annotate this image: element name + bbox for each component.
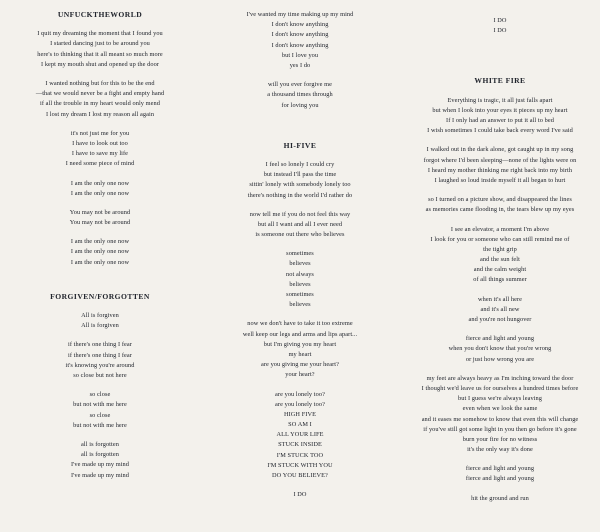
lyric-line: You may not be around [69,208,131,216]
lyric-line: not always [286,270,314,278]
lyric-line: I don't know anything [271,21,329,29]
lyric-line: believes [289,260,311,268]
lyric-line: fierce and light and young [465,335,535,343]
lyric-line: the tight grip [483,245,517,253]
lyric-line: as memories came flooding in, the tears blew up my eyes [425,206,575,214]
stanza [406,374,594,456]
lyric-line: I'M STUCK TOO [276,451,324,459]
song-continuation-forgiven-forgotten [206,10,394,111]
lyric-line: You may not be around [69,219,131,227]
stanza [206,210,394,241]
lyric-line: but instead I'll pass the time [263,171,337,179]
stanza [206,490,394,500]
lyric-line: STUCK INSIDE [278,441,322,449]
lyric-line: I DO [493,17,507,24]
song-title: UNFUCKTHEWORLD [57,10,143,19]
lyric-line: so close [89,391,111,399]
lyric-line: I lost my dream I lost my reason all again [45,110,155,118]
column-right [400,10,600,518]
lyric-line: I have to save my life [71,150,129,158]
lyric-line: but not with me here [73,401,127,409]
stanza [8,79,192,120]
lyric-line: when it's all here [477,295,522,303]
stanza [206,10,394,71]
lyric-line: yes I do [289,61,311,69]
lyric-line: I feel so lonely I could cry [265,160,335,168]
lyric-line: are you giving me your heart? [260,361,340,369]
lyric-line: I don't know anything [271,31,329,39]
lyric-line: and you're not hungover [468,316,532,323]
lyric-line: and it's all new [480,305,520,313]
lyric-line: I wish sometimes I could take back every word I've said [427,127,573,135]
lyric-line: sittin' lonely with somebody lonely too [249,181,351,189]
lyric-line: I am the only one now [70,248,130,256]
song-title: FORGIVEN/FORGOTTEN [50,291,150,301]
lyric-line: it's not just me for you [70,129,130,137]
lyric-line: forgot where I'd been sleeping—none of the lights were on [423,156,577,164]
stanza [8,311,192,331]
lyric-line: I heard my mother thinking me right back into my birth [427,166,573,174]
stanza [406,494,594,504]
lyric-line: I DO [493,27,507,35]
lyric-line: but I guess we're always leaving [458,395,542,403]
lyric-line: I have to look out too [72,139,128,147]
lyric-line: I've made up my mind [71,471,129,479]
column-left [0,10,200,495]
lyric-line: I need some piece of mind [65,160,135,168]
lyric-line: it's the only way it's done [467,446,533,454]
lyric-line: I DO [293,491,307,499]
lyric-line: now tell me if you do not feel this way [249,210,351,218]
lyric-line: and it eases me somehow to know that even this will change [421,415,579,423]
lyric-line: I'M STUCK WITH YOU [267,461,333,469]
lyric-line: I laughed so loud inside myself it all began to hurt [434,176,566,184]
lyric-line: I am the only one now [70,258,130,266]
lyric-line: but I love you [281,51,319,59]
lyric-line: if there's one thing I fear [68,351,132,359]
lyric-line: but I'm giving you my heart [263,340,337,348]
lyric-line: are you lonely too? [275,400,325,408]
stanza [206,319,394,380]
stanza [406,96,594,137]
lyric-line: I thought we'd leave us for ourselves a hundred times before [421,384,579,392]
lyric-line: here's to thinking that it all meant so much more [37,50,163,58]
lyric-line: are you lonely too? [275,390,325,398]
lyric-line: and the calm weight [473,266,527,274]
lyric-line: my feet are always heavy as I'm inching toward the door [426,374,574,382]
song-white-fire [406,76,594,503]
stanza [8,129,192,170]
stanza [406,334,594,365]
lyric-line: DO YOU BELIEVE? [272,472,328,479]
lyric-line: I kept my mouth shut and opened up the door [41,60,159,68]
lyric-line: will you ever forgive me [267,81,333,89]
lyric-line: so close [89,411,111,419]
lyric-line: is someone out there who believes [255,231,345,239]
lyric-line: there's nothing in the world I'd rather do [247,191,353,199]
stanza [406,195,594,215]
stanza [406,145,594,186]
song-hi-five [206,141,394,501]
lyric-line: if all the trouble in my heart would only mend [40,100,160,108]
stanza [406,16,594,36]
song-forgiven-forgotten [8,292,192,481]
stanza [406,464,594,484]
lyric-line: —that we would never be a fight and empty hand [35,90,165,98]
stanza [206,160,394,201]
lyric-line: now we don't have to take it too extreme [247,320,353,328]
lyric-line: if you've still got some light in you then go before it's gone [423,425,577,433]
lyric-line: for loving you [281,101,319,109]
lyric-line: I am the only one now [70,189,130,197]
lyric-line: sometimes [286,291,314,298]
lyric-line: sometimes [286,250,314,258]
lyric-line: when you don't know that you're wrong [448,345,552,353]
lyric-line: All is forgiven [81,322,119,330]
stanza [8,29,192,70]
stanza [206,249,394,310]
lyric-line: ALL YOUR LIFE [276,431,324,439]
stanza [406,225,594,286]
stanza [8,208,192,228]
lyric-line: even when we look the same [462,405,538,413]
lyric-line: but not with me here [73,421,127,429]
lyric-line: but all I want and all I ever need [257,220,343,228]
lyric-line: Everything is tragic, it all just falls apart [447,96,553,104]
lyric-line: of all things summer [473,276,527,284]
lyric-line: I started dancing just to be around you [50,40,150,48]
lyric-line: All is forgiven [81,312,119,320]
lyric-line: I look for you or someone who can still remind me of [430,235,570,243]
lyric-line: I've made up my mind [71,461,129,469]
lyric-line: believes [289,280,311,288]
lyric-line: but when I look into your eyes it pieces up my heart [432,106,568,114]
lyric-line: I walked out in the dark alone, got caught up in my song [426,146,574,154]
stanza [8,390,192,431]
lyric-line: I am the only one now [70,179,130,187]
lyrics-columns [0,10,600,532]
lyric-line: my heart [288,350,312,358]
column-middle [200,10,400,514]
lyric-line: and the sun felt [480,256,520,264]
stanza [206,390,394,482]
lyric-line: hit the ground and run [471,494,529,502]
lyric-line: If I only had an answer to put it all to bed [446,117,554,124]
lyric-line: so close but not here [73,372,127,379]
lyric-line: or just how wrong you are [465,355,535,363]
song-continuation-hi-five [406,16,594,36]
lyric-line: believes [289,301,311,309]
lyric-line: I wanted nothing but for this to be the end [45,80,155,87]
lyric-line: so I turned on a picture show, and disappeared the lines [428,196,572,204]
lyric-line: HIGH FIVE [283,410,317,418]
lyric-line: I quit my dreaming the moment that I found you [37,30,163,38]
lyric-line: SO AM I [288,421,312,429]
lyric-line: I see an elevator, a moment I'm above [450,225,550,233]
lyric-line: a thousand times through [267,91,333,99]
lyric-line: it's knowing you're around [65,361,135,369]
lyric-line: burn your fire for no witness [462,435,538,443]
lyric-line: all is forgotten [81,451,119,459]
song-title: HI-FIVE [283,140,317,150]
lyric-line: if there's one thing I fear [68,341,132,349]
lyric-line: I've wanted my time making up my mind [246,11,354,18]
lyric-line: fierce and light and young [465,475,535,483]
stanza [206,80,394,111]
stanza [8,179,192,199]
lyric-line: all is forgotten [81,440,119,448]
lyric-line: well keep our legs and arms and lips apart... [242,330,358,338]
stanza [8,440,192,481]
lyric-line: your heart? [285,371,315,379]
song-unfucktheworld [8,10,192,268]
lyric-line: I don't know anything [271,41,329,49]
stanza [8,237,192,268]
lyric-line: I am the only one now [70,238,130,246]
song-title: WHITE FIRE [474,76,526,86]
lyric-line: fierce and light and young [465,465,535,473]
stanza [406,295,594,326]
stanza [8,340,192,381]
